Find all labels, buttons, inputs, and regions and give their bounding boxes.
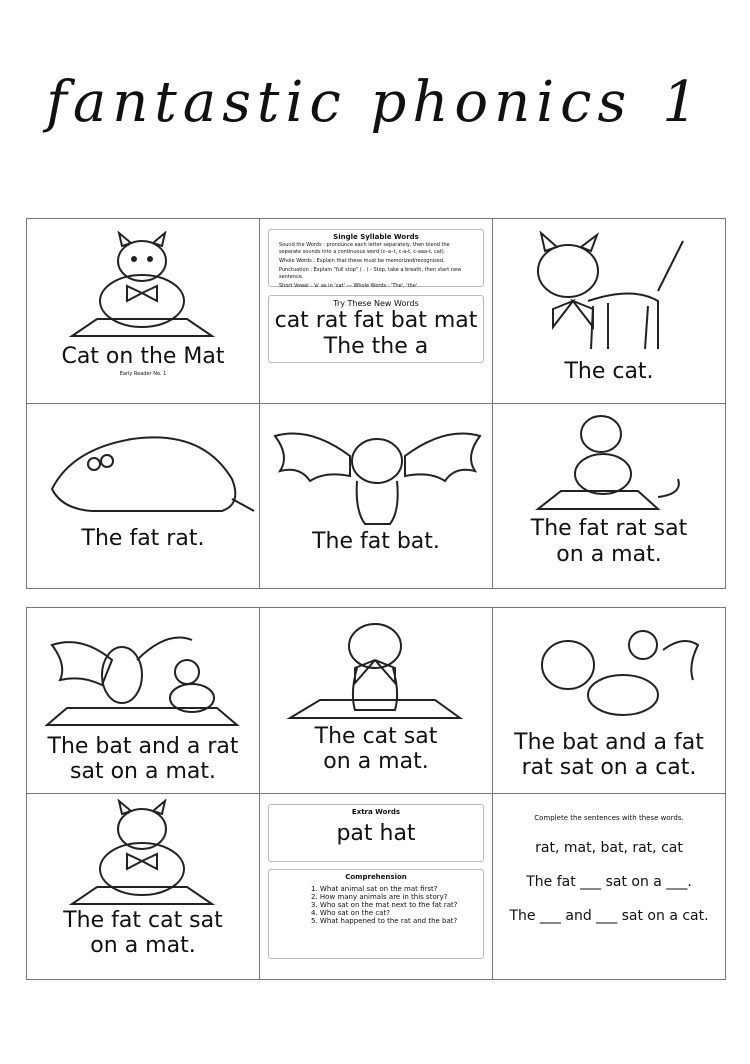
extra-words-box <box>268 804 484 862</box>
instructions-box <box>268 229 484 287</box>
panel-bat-and-rat <box>27 608 260 794</box>
panel-bat-rat-cat <box>493 608 725 794</box>
instruction-line: Whole Words : Explain that these must be memorized/recognized. <box>279 258 445 264</box>
comprehension-box <box>268 869 484 959</box>
title-text: fantastic phonics <box>46 70 633 135</box>
panel-the-cat <box>493 219 725 404</box>
new-words-line-2: The the a <box>323 334 429 359</box>
question: 3. Who sat on the mat next to the fat rat? <box>311 901 458 909</box>
question: 4. Who sat on the cat? <box>311 909 390 917</box>
instruction-line: Short Vowel : 'a' as in 'cat' --- Whole Words : 'The', 'the' <box>279 283 418 289</box>
standing-cat-illustration <box>523 231 693 351</box>
extra-words-heading: Extra Words <box>351 808 401 816</box>
fill-in-sentence-2: The ___ and ___ sat on a cat. <box>509 908 709 924</box>
new-words-heading: Try These New Words <box>333 299 419 308</box>
group-illustration <box>513 620 708 720</box>
caption-line-1: The fat cat sat <box>63 908 223 933</box>
worksheet-instructions: Complete the sentences with these words. <box>534 814 684 822</box>
fill-in-sentence-1: The fat ___ sat on a ___. <box>526 874 692 890</box>
caption-line-2: on a mat. <box>556 542 662 567</box>
sheet-2 <box>26 607 726 980</box>
new-words-line-1: cat rat fat bat mat <box>274 308 478 333</box>
caption-line-2: on a mat. <box>90 933 196 958</box>
word-bank: rat, mat, bat, rat, cat <box>535 840 683 856</box>
caption-line-2: on a mat. <box>323 749 429 774</box>
instruction-line: Punctuation : Explain "full stop" ( . ) - Stop, take a breath, then start new sentence. <box>279 267 462 280</box>
rat-on-mat-illustration <box>533 409 693 514</box>
bat-and-rat-illustration <box>42 620 242 730</box>
question: 1. What animal sat on the mat first? <box>311 885 438 893</box>
question: 5. What happened to the rat and the bat? <box>311 917 458 925</box>
series-label: Early Reader No. 1 <box>119 371 167 377</box>
caption-line-2: sat on a mat. <box>70 759 216 784</box>
extras-panel <box>260 794 493 979</box>
caption-line-1: The bat and a fat <box>514 730 704 755</box>
question: 2. How many animals are in this story? <box>311 893 448 901</box>
caption-line-1: The fat rat sat <box>530 516 688 541</box>
panel-fat-bat <box>260 404 493 588</box>
caption-line-1: The bat and a rat <box>47 734 239 759</box>
instruction-line: Sound the Words : pronounce each letter separately, then blend the separate sounds into a continuous word (c–a–t, c-a-t, c-aaa-t, cat). <box>279 242 450 255</box>
caption: The fat bat. <box>312 529 440 554</box>
new-words-box <box>268 295 484 363</box>
sitting-cat-illustration <box>285 618 465 723</box>
bat-illustration <box>270 416 485 531</box>
worksheet-panel <box>493 794 725 979</box>
book-title: Cat on the Mat <box>61 344 225 369</box>
comprehension-heading: Comprehension <box>345 873 407 881</box>
fat-cat-on-mat-illustration <box>67 799 217 909</box>
page-title <box>0 70 750 135</box>
panel-fat-cat-sat <box>27 794 260 979</box>
caption: The fat rat. <box>81 526 205 551</box>
panel-rat-on-mat <box>493 404 725 588</box>
extra-words: pat hat <box>336 821 416 846</box>
cover-panel <box>27 219 260 404</box>
teacher-notes-panel <box>260 219 493 404</box>
sheet-1 <box>26 218 726 589</box>
rat-illustration <box>32 419 257 519</box>
instructions-heading: Single Syllable Words <box>333 233 419 241</box>
fat-cat-on-mat-illustration <box>67 231 217 341</box>
title-number: 1 <box>662 70 704 135</box>
panel-cat-sat <box>260 608 493 794</box>
caption-line-2: rat sat on a cat. <box>521 755 697 780</box>
panel-fat-rat <box>27 404 260 588</box>
caption: The cat. <box>564 359 654 384</box>
caption-line-1: The cat sat <box>314 724 438 749</box>
